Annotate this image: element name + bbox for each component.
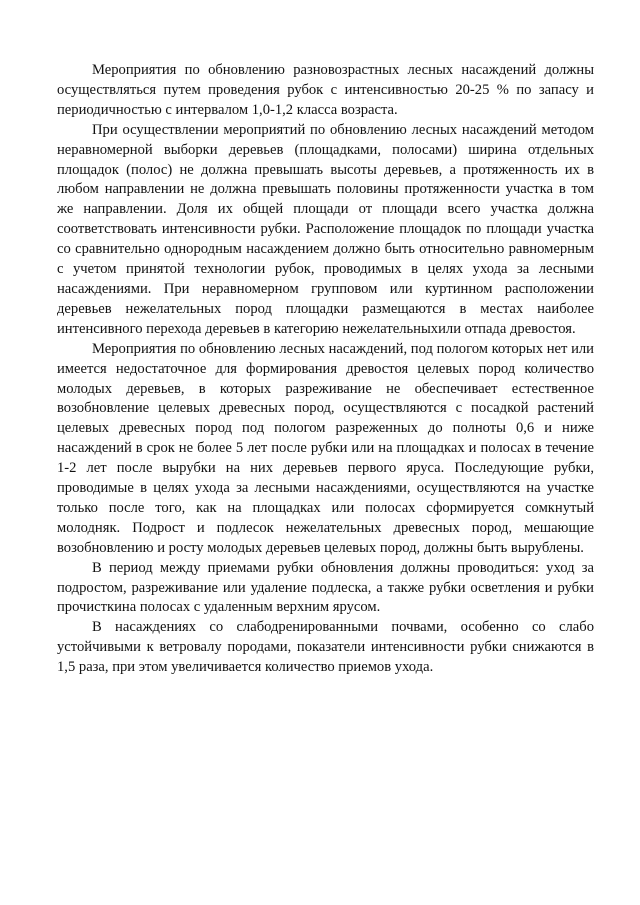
paragraph-3: Мероприятия по обновлению лесных насаждений, под пологом которых нет или имеется недостаточное для формирования древостоя целевых пород количество молодых деревьев, в которых разреживание не обеспечивает естественное возобновление целевых древесных пород, осуществляются с посадкой растений целевых древесных пород под пологом разреженных до полноты 0,6 и ниже насаждений в срок не более 5 лет после рубки или на площадках и полосах в течение 1-2 лет после вырубки на них деревьев первого яруса. Последующие рубки, проводимые в целях ухода за лесными насаждениями, осуществляются на участке только после того, как на площадках или полосах сформируется сомкнутый молодняк. Подрост и подлесок нежелательных древесных пород, мешающие возобновлению и росту молодых деревьев целевых пород, должны быть вырублены.	[57, 340, 594, 556]
paragraph-2: При осуществлении мероприятий по обновлению лесных насаждений методом неравномерной выборки деревьев (площадками, полосами) ширина отдельных площадок (полос) не должна превышать высоты деревьев, а протяженность их в любом направлении не должна превышать половины протяженности участка в том же направлении. Доля их общей площади от площади всего участка должна соответствовать интенсивности рубки. Расположение площадок по площади участка со сравнительно однородным насаждением должно быть относительно равномерным с учетом принятой технологии рубок, проводимых в целях ухода за лесными насаждениями. При неравномерном групповом или куртинном расположении деревьев нежелательных пород площадки размещаются в местах наиболее интенсивного перехода деревьев в категорию нежелательныхили отпада древостоя.	[57, 121, 594, 337]
text-body	[57, 61, 594, 678]
paragraph-5: В насаждениях со слабодренированными почвами, особенно со слабо устойчивыми к ветровалу породами, показатели интенсивности рубки снижаются в 1,5 раза, при этом увеличивается количество приемов ухода.	[57, 619, 594, 676]
paragraph-4: В период между приемами рубки обновления должны проводиться: уход за подростом, разреживание или удаление подлеска, а также рубки осветления и рубки прочисткина полосах с удаленным верхним ярусом.	[57, 559, 594, 616]
paragraph-1: Мероприятия по обновлению разновозрастных лесных насаждений должны осуществляться путем проведения рубок с интенсивностью 20-25 % по запасу и периодичностью с интервалом 1,0-1,2 класса возраста.	[57, 62, 594, 118]
